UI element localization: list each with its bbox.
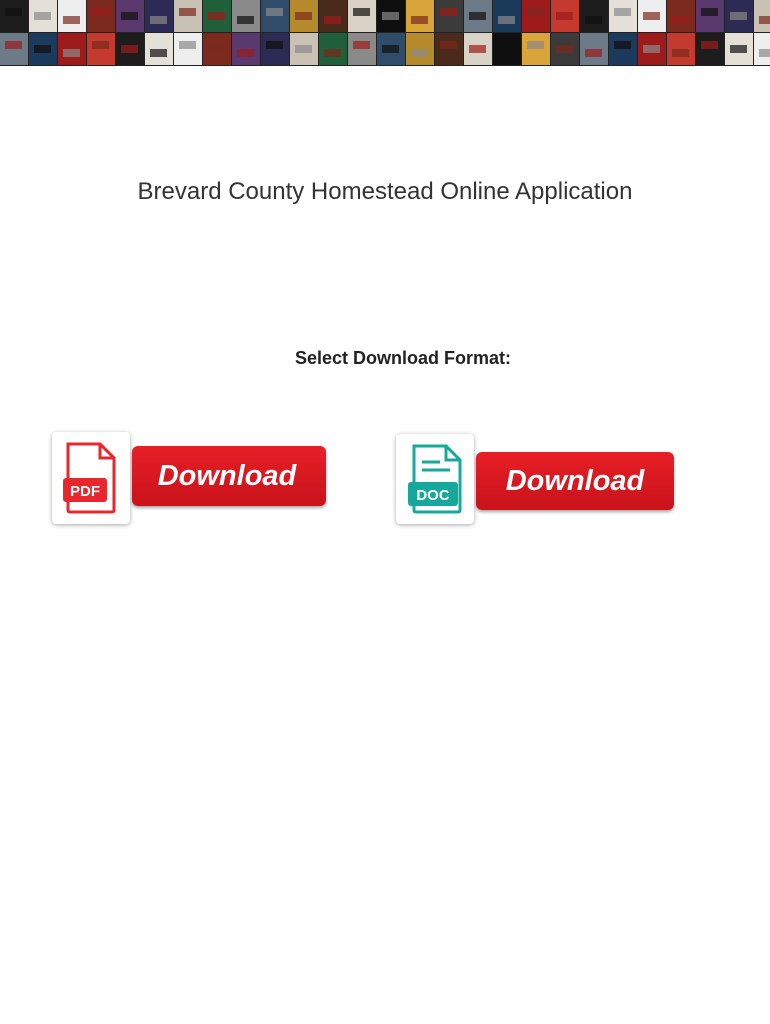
- mosaic-tile-accent: [730, 45, 747, 53]
- mosaic-tile-accent: [34, 12, 51, 20]
- doc-file-label: DOC: [416, 487, 450, 504]
- select-format-label: Select Download Format:: [294, 348, 512, 368]
- mosaic-tile-accent: [5, 8, 22, 16]
- mosaic-tile-accent: [63, 49, 80, 57]
- doc-download-label[interactable]: Download: [476, 452, 674, 510]
- mosaic-tile-accent: [411, 16, 428, 24]
- doc-file-icon: [406, 442, 466, 516]
- pdf-file-card[interactable]: [52, 432, 130, 524]
- pdf-download-label[interactable]: Download: [132, 446, 326, 506]
- mosaic-tile-accent: [63, 16, 80, 24]
- mosaic-tile-accent: [179, 8, 196, 16]
- mosaic-tile-accent: [701, 8, 718, 16]
- mosaic-tile-accent: [701, 41, 718, 49]
- download-doc-button[interactable]: [396, 434, 676, 526]
- mosaic-tile-accent: [121, 12, 138, 20]
- mosaic-tile-accent: [237, 16, 254, 24]
- mosaic-tile-accent: [672, 16, 689, 24]
- mosaic-tile-accent: [382, 12, 399, 20]
- mosaic-tile-accent: [730, 12, 747, 20]
- mosaic-tile-accent: [150, 49, 167, 57]
- mosaic-tile-accent: [411, 49, 428, 57]
- mosaic-tile-accent: [643, 12, 660, 20]
- mosaic-tile-accent: [295, 12, 312, 20]
- download-pdf-button[interactable]: [52, 432, 328, 526]
- mosaic-tile-accent: [527, 8, 544, 16]
- mosaic-tile-accent: [556, 45, 573, 53]
- mosaic-tile-accent: [498, 16, 515, 24]
- mosaic-tile-accent: [614, 8, 631, 16]
- mosaic-tile-accent: [150, 16, 167, 24]
- mosaic-tile-accent: [208, 12, 225, 20]
- mosaic-tile-accent: [266, 8, 283, 16]
- mosaic-tile-accent: [643, 45, 660, 53]
- mosaic-tile-accent: [469, 45, 486, 53]
- mosaic-tile-accent: [5, 41, 22, 49]
- mosaic-tile-accent: [237, 49, 254, 57]
- mosaic-tile-accent: [498, 49, 515, 57]
- mosaic-tile-accent: [92, 41, 109, 49]
- mosaic-tile-accent: [324, 16, 341, 24]
- mosaic-tile-accent: [585, 16, 602, 24]
- cover-mosaic-banner: [0, 0, 770, 66]
- cover-mosaic-image: [0, 0, 770, 66]
- mosaic-tile-accent: [440, 8, 457, 16]
- mosaic-tile-accent: [614, 41, 631, 49]
- mosaic-tile-accent: [556, 12, 573, 20]
- mosaic-tile-accent: [266, 41, 283, 49]
- page-title: Brevard County Homestead Online Application: [137, 178, 633, 205]
- mosaic-tile-accent: [179, 41, 196, 49]
- pdf-file-label: PDF: [70, 483, 100, 500]
- mosaic-tile-accent: [759, 49, 770, 57]
- pdf-file-icon: [62, 440, 120, 516]
- mosaic-tile-accent: [121, 45, 138, 53]
- mosaic-tile-accent: [527, 41, 544, 49]
- mosaic-tile-accent: [672, 49, 689, 57]
- mosaic-tile-accent: [353, 8, 370, 16]
- mosaic-tile-accent: [324, 49, 341, 57]
- doc-file-card[interactable]: [396, 434, 474, 524]
- mosaic-tile-accent: [440, 41, 457, 49]
- mosaic-tile-accent: [469, 12, 486, 20]
- mosaic-tile-accent: [295, 45, 312, 53]
- mosaic-tile-accent: [34, 45, 51, 53]
- mosaic-tile-accent: [382, 45, 399, 53]
- mosaic-tile-accent: [759, 16, 770, 24]
- mosaic-tile-accent: [208, 45, 225, 53]
- mosaic-tile-accent: [353, 41, 370, 49]
- mosaic-tile-accent: [92, 8, 109, 16]
- mosaic-tile-accent: [585, 49, 602, 57]
